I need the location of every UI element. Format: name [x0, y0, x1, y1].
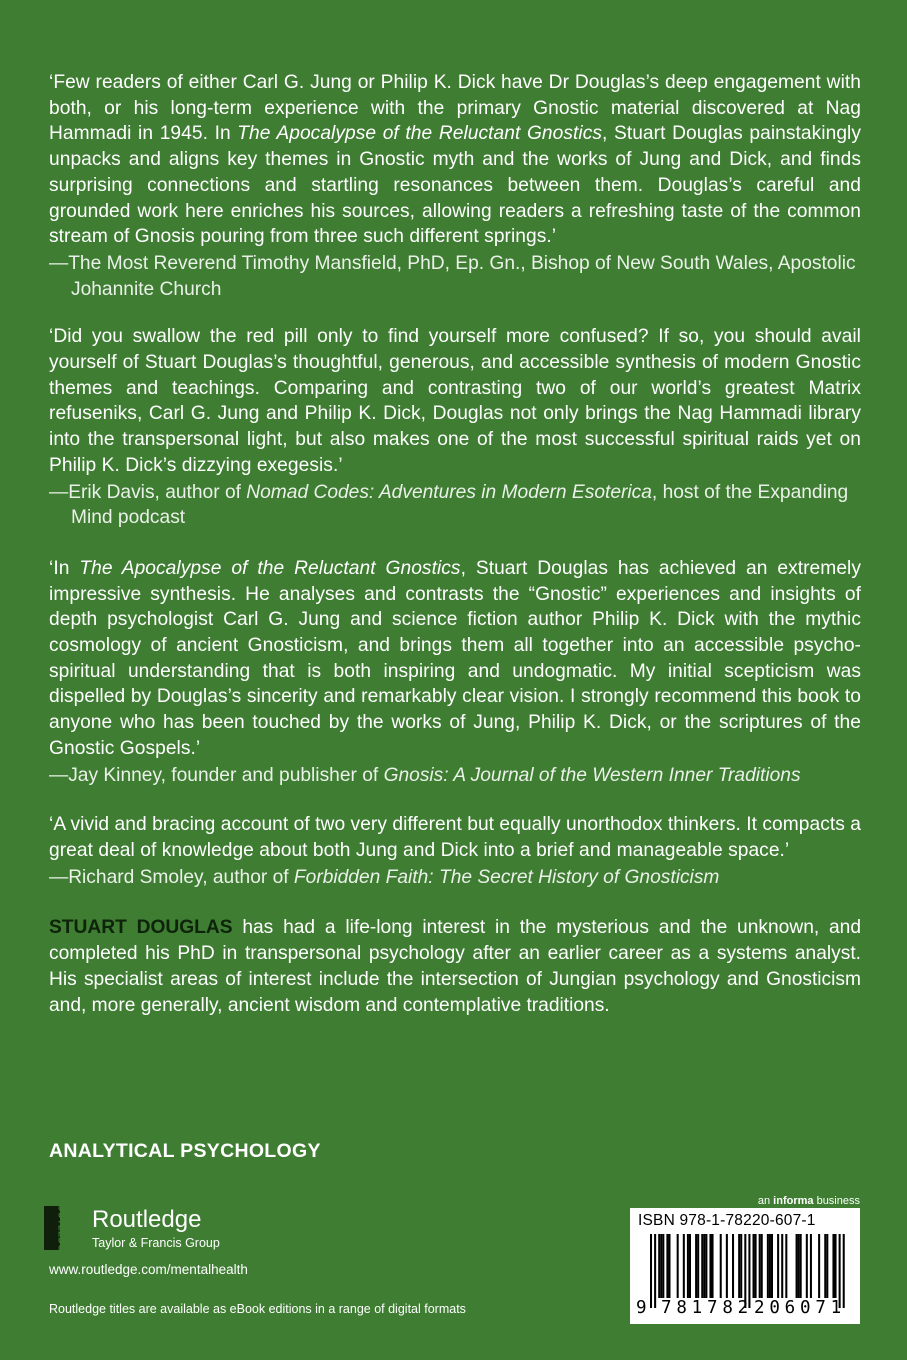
barcode-bar	[785, 1234, 787, 1298]
barcode-bar	[695, 1234, 697, 1298]
barcode-bar	[697, 1234, 699, 1298]
barcode-bar	[726, 1234, 728, 1298]
testimonial-quote	[49, 324, 861, 478]
barcode-bar	[677, 1234, 679, 1298]
book-title: The Apocalypse of the Reluctant Gnostics	[79, 557, 461, 579]
barcode-bar	[781, 1234, 783, 1298]
barcode-bar	[824, 1234, 826, 1298]
barcode-bar	[796, 1234, 798, 1298]
subject-category: ANALYTICAL PSYCHOLOGY	[49, 1140, 321, 1162]
barcode-bar	[732, 1234, 734, 1298]
barcode-bar	[826, 1234, 828, 1298]
publisher-group: Taylor & Francis Group	[92, 1236, 220, 1250]
barcode-bar	[744, 1234, 746, 1308]
back-cover-content	[49, 70, 861, 1018]
barcode-bar	[658, 1234, 660, 1298]
barcode-bar	[654, 1234, 656, 1308]
barcode-bar	[720, 1234, 722, 1298]
testimonial-attribution	[49, 251, 861, 302]
barcode-bar	[687, 1234, 689, 1298]
author-bio	[49, 915, 861, 1018]
barcode-bar	[835, 1234, 837, 1298]
barcode-box	[630, 1208, 860, 1324]
barcode-bar	[660, 1234, 662, 1298]
barcode-bar	[650, 1234, 652, 1308]
publisher-logo	[44, 1197, 344, 1266]
barcode-bar	[738, 1234, 740, 1298]
barcode-bar	[712, 1234, 714, 1298]
barcode-bar	[703, 1234, 705, 1298]
attribution-text: —Erik Davis, author of	[49, 481, 247, 503]
book-title: The Apocalypse of the Reluctant Gnostics	[237, 123, 602, 145]
barcode-bar	[767, 1234, 769, 1298]
logo-mark-text: ROUTLEDGE	[56, 1197, 67, 1259]
barcode-bar	[740, 1234, 742, 1298]
barcode-bar	[761, 1234, 763, 1298]
barcode-bar	[668, 1234, 670, 1298]
barcode-bar	[769, 1234, 771, 1298]
testimonial	[49, 70, 861, 302]
barcode-digits	[630, 1298, 860, 1322]
barcode-bar	[832, 1234, 834, 1298]
barcode-bar	[810, 1234, 812, 1298]
testimonial	[49, 812, 861, 890]
book-title: Forbidden Faith: The Secret History of Gnosticism	[293, 866, 720, 888]
quote-text: ‘Did you swallow the red pill only to find yourself more confused? If so, you should avail yourself of Stuart Douglas’s thoughtful, generous, and accessible synthesis of modern Gnostic themes and teachings. Comparing and contrasting two of our world’s greatest Matrix refuseniks, Carl G. Jung and Philip K. Dick, Douglas not only brings the Nag Hammadi library into the transpersonal light, but also makes one of the most successful spiritual raids yet on Philip K. Dick’s dizzying exegesis.’	[49, 326, 861, 476]
barcode-digits-right: 206071	[754, 1298, 847, 1318]
testimonial	[49, 556, 861, 788]
barcode-bar	[666, 1234, 668, 1298]
barcode-bar	[662, 1234, 664, 1298]
barcode-bar	[798, 1234, 800, 1298]
attribution-text: , host of the Expanding Mind podcast	[71, 481, 849, 529]
author-bio-text: has had a life-long interest in the mysterious and the unknown, and completed his PhD in transpersonal psychology after an earlier career as a systems analyst. His specialist areas of interest include the intersection of Jungian psychology and Gnosticism and, more generally, ancient wisdom and contemplative traditions.	[49, 917, 861, 1016]
attribution-text: —Richard Smoley, author of	[49, 866, 294, 888]
barcode-bar	[705, 1234, 707, 1298]
publisher-name: Routledge	[92, 1206, 202, 1233]
quote-text: ‘In	[49, 557, 80, 579]
barcode-bar	[709, 1234, 711, 1298]
testimonial-attribution	[49, 865, 861, 891]
book-title: Gnosis: A Journal of the Western Inner Traditions	[383, 764, 801, 786]
publisher-url: www.routledge.com/mentalhealth	[49, 1262, 248, 1277]
quote-text: , Stuart Douglas has achieved an extremely impressive synthesis. He analyses and contrasts the “Gnostic” experiences and insights of depth psychologist Carl G. Jung and science fiction author Philip K. Dick with the mythic cosmology of ancient Gnosticism, and brings them all together into an accessible psycho-spiritual understanding that is both inspiring and undogmatic. My initial scepticism was dispelled by Douglas’s sincerity and remarkably clear vision. I strongly recommend this book to anyone who has been touched by the works of Jung, Philip K. Dick, or the scriptures of the Gnostic Gospels.’	[49, 557, 861, 759]
barcode-bar	[689, 1234, 691, 1298]
barcode-bar	[683, 1234, 685, 1298]
barcode-bar	[753, 1234, 755, 1298]
informa-suffix: business	[813, 1195, 860, 1207]
testimonial-attribution	[49, 763, 861, 789]
testimonial-quote	[49, 70, 861, 250]
barcode-bar	[777, 1234, 779, 1298]
book-title: Nomad Codes: Adventures in Modern Esoterica	[246, 481, 652, 503]
barcode-bar	[800, 1234, 802, 1298]
testimonial-attribution	[49, 480, 861, 531]
barcode-bar	[748, 1234, 750, 1308]
barcode-bar	[839, 1234, 841, 1308]
routledge-logo-icon	[44, 1197, 67, 1259]
barcode-bar	[701, 1234, 703, 1298]
barcode-digit-first: 9	[636, 1298, 647, 1318]
quote-text: ‘A vivid and bracing account of two very different but equally unorthodox thinkers. It compacts a great deal of knowledge about both Jung and Dick into a brief and manageable space.’	[49, 814, 861, 861]
informa-tagline	[758, 1195, 860, 1207]
attribution-text: —Jay Kinney, founder and publisher of	[49, 764, 384, 786]
informa-brand: informa	[773, 1195, 814, 1207]
testimonial-quote	[49, 556, 861, 762]
barcode-bar	[771, 1234, 773, 1298]
barcode-bar	[843, 1234, 845, 1308]
author-name: STUART DOUGLAS	[49, 917, 233, 939]
informa-prefix: an	[757, 1195, 774, 1207]
barcode-digits-left: 781782	[661, 1298, 754, 1318]
barcode-bar	[759, 1234, 761, 1298]
barcode-bar	[818, 1234, 820, 1298]
barcode-bar	[755, 1234, 757, 1298]
attribution-text: —The Most Reverend Timothy Mansfield, PhD, Ep. Gn., Bishop of New South Wales, Apostolic Johannite Church	[49, 252, 856, 300]
quote-text: ‘Few readers of either Carl G. Jung or Philip K. Dick have Dr Douglas’s deep engagement with both, or his long-term experience with the primary Gnostic material discovered at Nag Hammadi in 1945. In	[49, 72, 861, 145]
quote-text: , Stuart Douglas painstakingly unpacks and aligns key themes in Gnostic myth and the works of Jung and Dick, and finds surprising connections and startling resonances between them. Douglas’s careful and grounded work here enriches his sources, allowing readers a refreshing taste of the common stream of Gnosis pouring from three such different springs.’	[49, 123, 861, 248]
barcode-bar	[806, 1234, 808, 1298]
testimonials	[49, 70, 861, 890]
isbn-label: ISBN 978-1-78220-607-1	[638, 1212, 816, 1229]
testimonial-quote	[49, 812, 861, 863]
testimonial	[49, 324, 861, 531]
ebook-note: Routledge titles are available as eBook editions in a range of digital formats	[49, 1302, 466, 1316]
